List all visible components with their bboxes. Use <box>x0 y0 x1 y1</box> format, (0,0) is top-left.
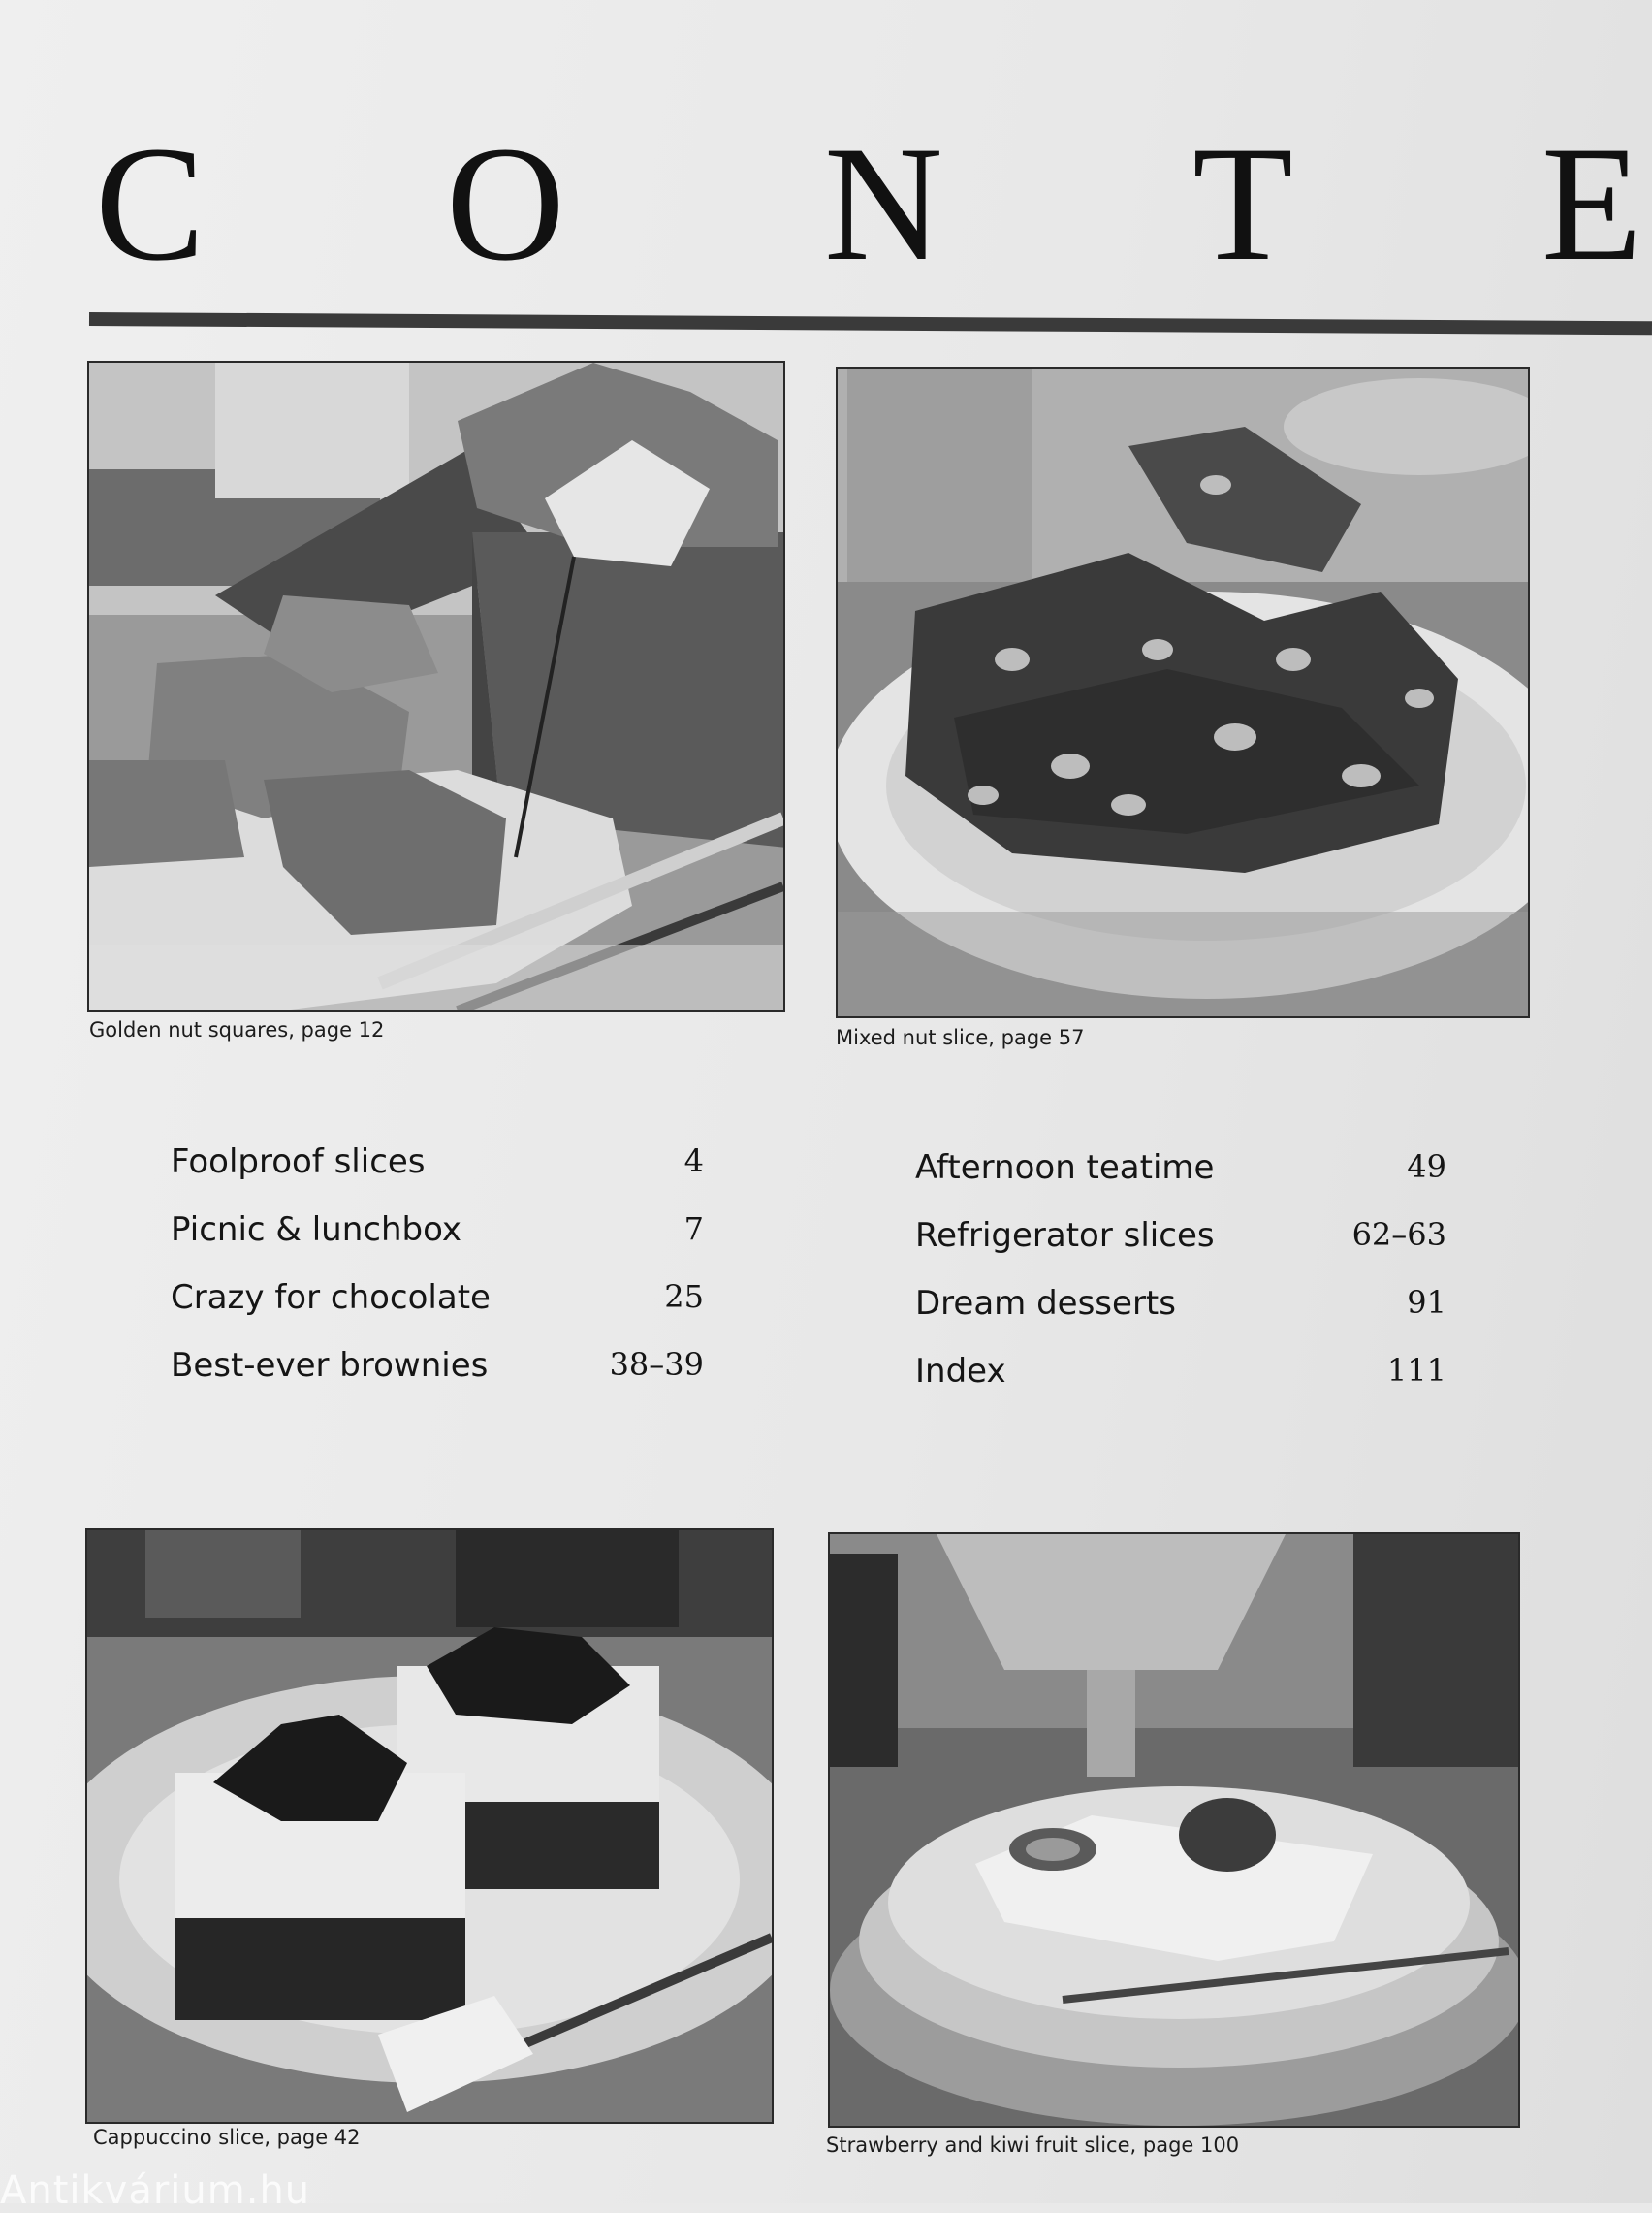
toc-entry-label: Afternoon teatime <box>915 1148 1215 1187</box>
toc-entry-page: 91 <box>1407 1284 1446 1321</box>
caption-strawberry-kiwi-slice: Strawberry and kiwi fruit slice, page 100 <box>826 2133 1240 2157</box>
toc-entry-label: Crazy for chocolate <box>171 1278 491 1317</box>
contents-heading <box>0 112 1652 295</box>
toc-entry[interactable] <box>171 1346 704 1395</box>
toc-left-column <box>171 1142 704 1385</box>
toc-entry-label: Foolproof slices <box>171 1142 426 1181</box>
toc-entry-page: 62–63 <box>1351 1216 1446 1253</box>
toc-entry-page: 49 <box>1407 1148 1446 1185</box>
toc-entry[interactable] <box>171 1278 704 1327</box>
toc-entry-label: Best-ever brownies <box>171 1346 489 1385</box>
toc-entry-label: Dream desserts <box>915 1284 1176 1323</box>
heading-rule <box>89 312 1652 335</box>
photo-golden-nut-squares <box>87 361 785 1012</box>
toc-entry[interactable] <box>915 1352 1446 1400</box>
heading-letter-n: N <box>824 112 943 295</box>
watermark-text: Antikvárium.hu <box>0 2168 311 2213</box>
toc-entry-page: 4 <box>683 1142 704 1179</box>
heading-letter-o: O <box>446 112 565 295</box>
heading-letter-c: C <box>95 112 206 295</box>
caption-mixed-nut-slice: Mixed nut slice, page 57 <box>836 1026 1085 1049</box>
toc-entry[interactable] <box>171 1210 704 1259</box>
heading-letter-e: E <box>1541 112 1642 295</box>
toc-right-column <box>915 1148 1446 1391</box>
toc-entry-page: 25 <box>664 1278 704 1315</box>
toc-entry-label: Refrigerator slices <box>915 1216 1215 1255</box>
caption-cappuccino-slice: Cappuccino slice, page 42 <box>93 2126 361 2149</box>
toc-entry-page: 38–39 <box>609 1346 704 1383</box>
toc-entry[interactable] <box>915 1216 1446 1265</box>
toc-entry-page: 111 <box>1386 1352 1446 1389</box>
toc-entry[interactable] <box>171 1142 704 1191</box>
toc-entry[interactable] <box>915 1284 1446 1332</box>
toc-entry-label: Index <box>915 1352 1006 1391</box>
toc-entry-page: 7 <box>683 1210 704 1247</box>
photo-strawberry-kiwi-slice <box>828 1532 1520 2128</box>
toc-entry-label: Picnic & lunchbox <box>171 1210 461 1249</box>
heading-letter-t: T <box>1192 112 1293 295</box>
toc-entry[interactable] <box>915 1148 1446 1197</box>
photo-cappuccino-slice <box>85 1528 774 2124</box>
caption-golden-nut-squares: Golden nut squares, page 12 <box>89 1018 385 1042</box>
photo-mixed-nut-slice <box>836 367 1530 1018</box>
